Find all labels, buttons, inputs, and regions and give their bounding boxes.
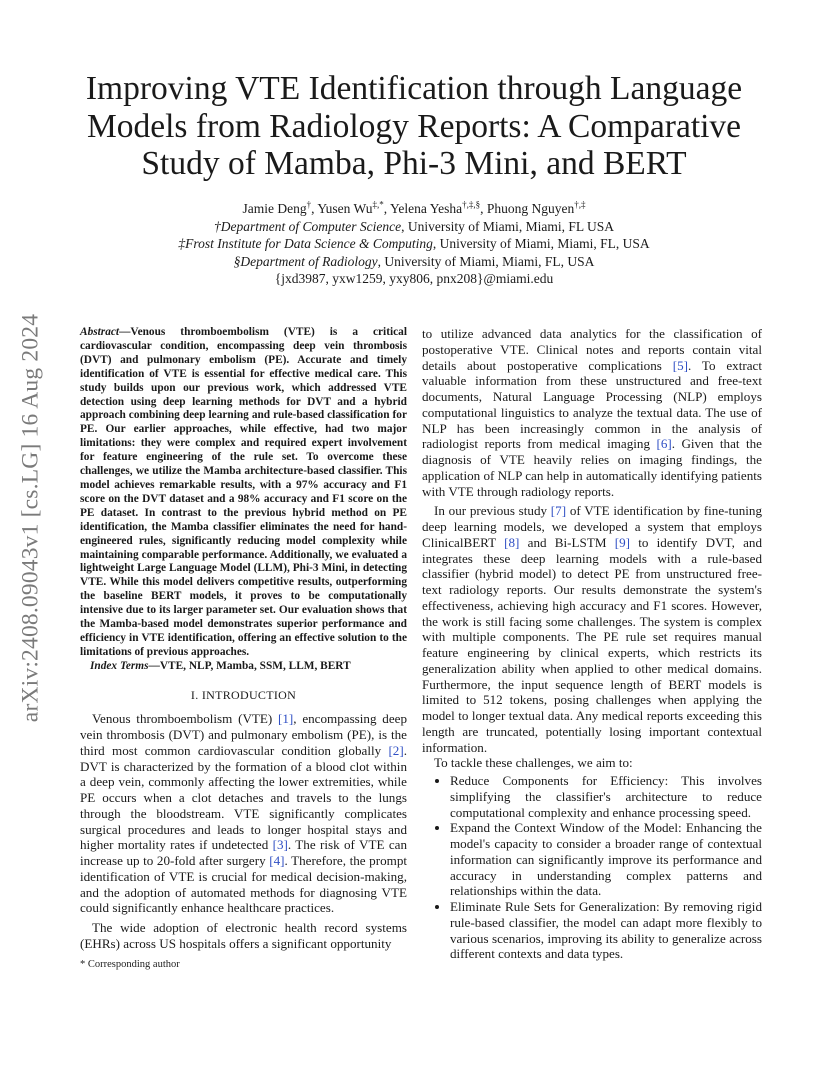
- author-name: Phuong Nguyen: [486, 201, 575, 216]
- affiliation-dept: †Department of Computer Science: [214, 218, 402, 234]
- text-run: , encompassing deep vein thrombosis (DVT) and pulmonary embolism (PE), is the third most common cardiovascular condition globally: [80, 711, 407, 758]
- author-mark: †,‡: [574, 199, 586, 210]
- text-run: to identify DVT, and integrates these deep learning models with a rule-based classifier (hybrid model) to detect PE from unstructured free-text radiology reports. Our results demonstrate the system's effectiveness, achieving high accuracy and F1 scores. However, the work is still facing some challenges. The system is complex with multiple components. The PE rule set requires manual feature engineering by clinical experts, which restricts its generalization ability when applied to other medical domains. Furthermore, the input sequence length of BERT models is limited to 512 tokens, posing challenges when applying the model to longer textual data. Any medical reports exceeding this length are truncated, potentially losing important contextual information.: [422, 534, 762, 755]
- right-column: [422, 326, 762, 962]
- text-run: . Given that the diagnosis of VTE heavily relies on imaging findings, the application of NLP can help in automatically identifying patients with VTE through radiology reports.: [422, 436, 762, 499]
- body-paragraph: To tackle these challenges, we aim to:: [434, 755, 633, 771]
- text-run: . To extract valuable information from these unstructured and free-text documents, Natural Language Processing (NLP) employs computational linguistics to analyze the textual data. The use of NLP has been increasingly common in the analysis of radiologist reports from medical imaging: [422, 357, 762, 452]
- citation-link[interactable]: [5]: [672, 357, 688, 373]
- text-run: . DVT is characterized by the formation of a blood clot within a deep vein, commonly affecting the lower extremities, while PE occurs when a clot detaches and travels to the lungs through the bloodstream. VTE significantly complicates surgical procedures and leads to longer hospital stays and higher mortality rates if undetected: [80, 742, 407, 853]
- arxiv-identifier: arXiv:2408.09043v1 [cs.LG] 16 Aug 2024: [17, 313, 44, 723]
- author-name: Yusen Wu: [317, 201, 373, 216]
- index-terms-text: —VTE, NLP, Mamba, SSM, LLM, BERT: [148, 659, 351, 672]
- affiliation-location: , University of Miami, Miami, FL, USA: [432, 236, 650, 251]
- citation-link[interactable]: [1]: [278, 711, 294, 727]
- text-run: to utilize advanced data analytics for the classification of postoperative VTE. Clinical notes and reports contain vital details about postoperative complications: [422, 326, 762, 373]
- list-item: • Reduce Components for Efficiency: This involves simplifying the classifier's architecture to reduce computational complexity and enhance processing speed.: [450, 773, 762, 820]
- author-name: Yelena Yesha: [389, 201, 463, 216]
- text-run: and Bi-LSTM: [519, 534, 615, 550]
- affiliation: [60, 235, 768, 253]
- affiliation: [60, 218, 768, 236]
- abstract-label: Abstract: [80, 326, 120, 338]
- citation-link[interactable]: [3]: [272, 837, 288, 853]
- citation-link[interactable]: [4]: [269, 853, 285, 869]
- text-run: In our previous study: [434, 503, 551, 519]
- title-line: Models from Radiology Reports: A Comparative: [86, 107, 742, 145]
- author-emails: {jxd3987, yxw1259, yxy806, pnx208}@miami.edu: [274, 271, 554, 286]
- affiliation-location: , University of Miami, Miami, FL, USA: [377, 253, 595, 269]
- paper-title: [60, 70, 768, 183]
- citation-link[interactable]: [6]: [656, 436, 672, 452]
- body-paragraph: [422, 503, 762, 755]
- abstract: [80, 326, 407, 660]
- author-block: [60, 200, 768, 288]
- citation-link[interactable]: [9]: [614, 534, 630, 550]
- body-paragraph: [422, 326, 762, 499]
- aims-list: [422, 773, 762, 962]
- intro-paragraph: The wide adoption of electronic health record systems (EHRs) across US hospitals offers a significant opportunity: [80, 920, 407, 951]
- citation-link[interactable]: [8]: [504, 534, 520, 550]
- text-run: Venous thromboembolism (VTE): [92, 711, 279, 727]
- affiliation: [60, 253, 768, 271]
- citation-link[interactable]: [2]: [388, 742, 404, 758]
- citation-link[interactable]: [7]: [550, 503, 567, 519]
- affiliation-dept: §Department of Radiology: [233, 253, 378, 269]
- left-column: [80, 326, 407, 952]
- index-terms: [90, 660, 407, 674]
- author-name: Jamie Deng: [242, 201, 307, 216]
- abstract-text: —Venous thromboembolism (VTE) is a critical cardiovascular condition, encompassing deep vein thrombosis (DVT) and pulmonary embolism (PE). Accurate and timely identification of VTE is essential for effective medical care. This study builds upon our previous work, which addressed VTE detection using deep learning methods for DVT and a hybrid approach combining deep learning and rule-based classification for PE. Our earlier approaches, while effective, had two major limitations: they were complex and required expert involvement for feature engineering of the rule set. To overcome these challenges, we utilize the Mamba architecture-based classifier. This model achieves remarkable results, with a 97% accuracy and F1 score on the DVT dataset and a 98% accuracy and F1 score on the PE dataset. In contrast to the previous hybrid method on PE identification, the Mamba classifier eliminates the need for hand-engineered rules, significantly reducing model complexity while maintaining comparable performance. Additionally, we evaluated a lightweight Large Language Model (LLM), Phi-3 Mini, in detecting VTE. While this model delivers competitive results, outperforming the baseline BERT models, it proves to be computationally intensive due to its larger parameter set. Our evaluation shows that the Mamba-based model demonstrates superior performance and efficiency in VTE identification, offering an effective solution to the limitations of previous approaches.: [80, 326, 407, 658]
- author-mark: ‡,*: [372, 199, 384, 210]
- section-heading: I. INTRODUCTION: [190, 687, 297, 702]
- title-line: Improving VTE Identification through Language: [85, 70, 743, 107]
- affiliation-dept: ‡Frost Institute for Data Science & Computing: [178, 236, 433, 251]
- text-run: of VTE identification by fine-tuning deep learning models, we developed a system that employs ClinicalBERT: [422, 503, 762, 550]
- list-item: • Expand the Context Window of the Model: Enhancing the model's capacity to consider a broader range of contextual information can significantly improve its performance and accuracy in understanding complex patterns and relationships within the data.: [450, 820, 762, 899]
- text-run: . Therefore, the prompt identification of VTE is crucial for medical decision-making, and the adoption of automated methods for diagnosing VTE could significantly enhance healthcare practices.: [80, 853, 408, 916]
- list-item: • Eliminate Rule Sets for Generalization: By removing rigid rule-based classifier, the model can adapt more flexibly to various scenarios, improving its ability to generalize across different contexts and data types.: [450, 899, 762, 962]
- index-terms-label: Index Terms: [90, 659, 149, 672]
- author-list: Jamie Deng†, Yusen Wu‡,*, Yelena Yesha†,‡,§, Phuong Nguyen†,‡: [242, 199, 586, 216]
- text-run: . The risk of VTE can increase up to 20-fold after surgery: [80, 837, 407, 869]
- intro-paragraph: [80, 711, 407, 916]
- author-mark: †: [306, 199, 312, 210]
- affiliation-location: , University of Miami, Miami, FL USA: [401, 218, 614, 234]
- title-line: Study of Mamba, Phi-3 Mini, and BERT: [141, 145, 687, 182]
- author-mark: †,‡,§: [462, 199, 481, 210]
- footnote: * Corresponding author: [80, 959, 180, 970]
- arxiv-sidebar: [11, 270, 51, 765]
